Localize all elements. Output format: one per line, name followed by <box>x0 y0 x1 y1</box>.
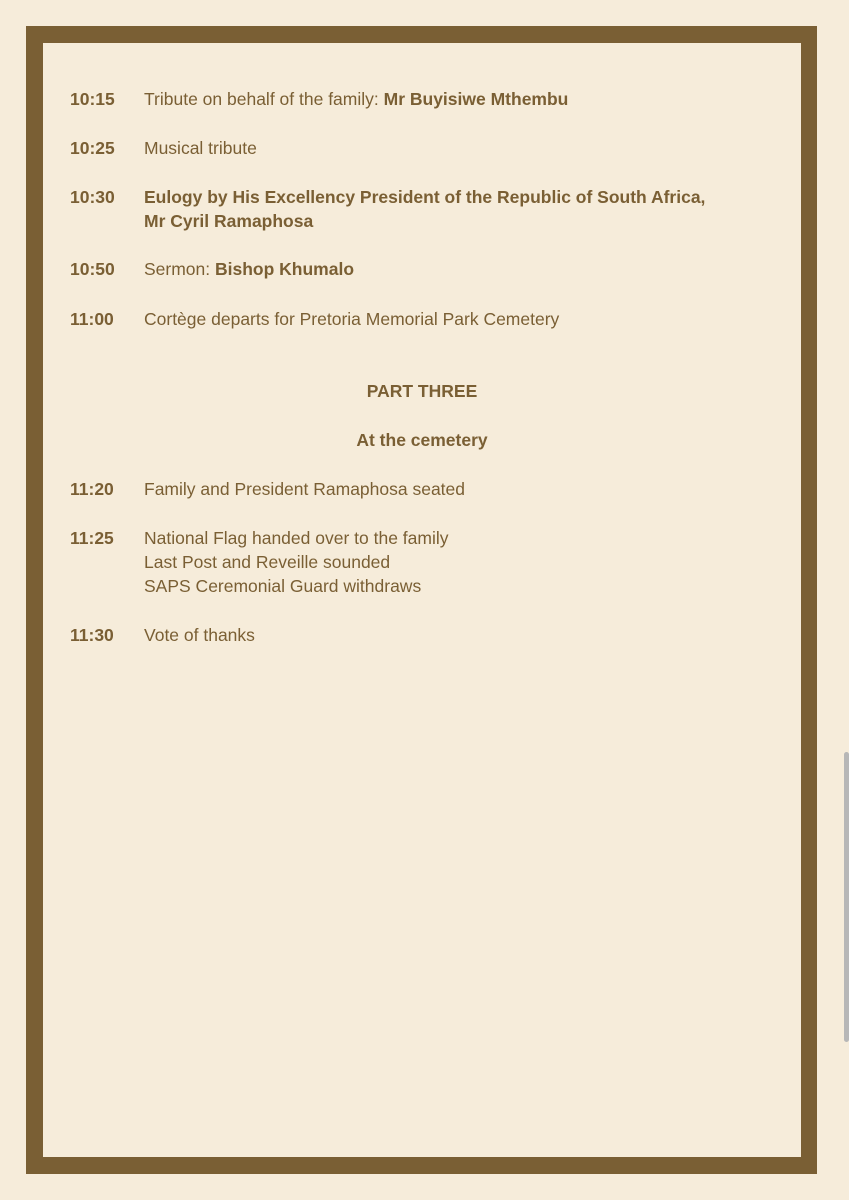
program-time: 11:30 <box>70 625 114 645</box>
speaker-name: Mr Buyisiwe Mthembu <box>383 89 569 109</box>
eulogy-line-2: Mr Cyril Ramaphosa <box>144 211 314 231</box>
program-time: 11:25 <box>70 528 114 548</box>
section-subtitle: At the cemetery <box>356 430 488 450</box>
description-text: Sermon: <box>144 259 215 279</box>
section-title: PART THREE <box>366 381 478 401</box>
last-post-line: Last Post and Reveille sounded <box>144 552 391 572</box>
program-description: Vote of thanks <box>144 625 255 645</box>
program-time: 11:20 <box>70 479 114 499</box>
program-description: Cortège departs for Pretoria Memorial Park Cemetery <box>144 309 560 329</box>
description-text: Tribute on behalf of the family: <box>144 89 384 109</box>
program-description <box>144 87 764 111</box>
program-time: 10:30 <box>70 187 115 207</box>
program-description <box>144 526 764 598</box>
program-description <box>144 185 764 233</box>
program-time: 11:00 <box>70 309 114 329</box>
speaker-name: Bishop Khumalo <box>215 259 355 279</box>
flag-line: National Flag handed over to the family <box>144 528 449 548</box>
scrollbar[interactable] <box>844 752 849 1042</box>
program-description: Musical tribute <box>144 138 257 158</box>
program-time: 10:15 <box>70 89 115 109</box>
program-description: Family and President Ramaphosa seated <box>144 479 466 499</box>
program-time: 10:25 <box>70 138 115 158</box>
eulogy-line-1: Eulogy by His Excellency President of the Republic of South Africa, <box>144 187 706 207</box>
guard-line: SAPS Ceremonial Guard withdraws <box>144 576 422 596</box>
program-description <box>144 257 764 281</box>
program-time: 10:50 <box>70 259 115 279</box>
